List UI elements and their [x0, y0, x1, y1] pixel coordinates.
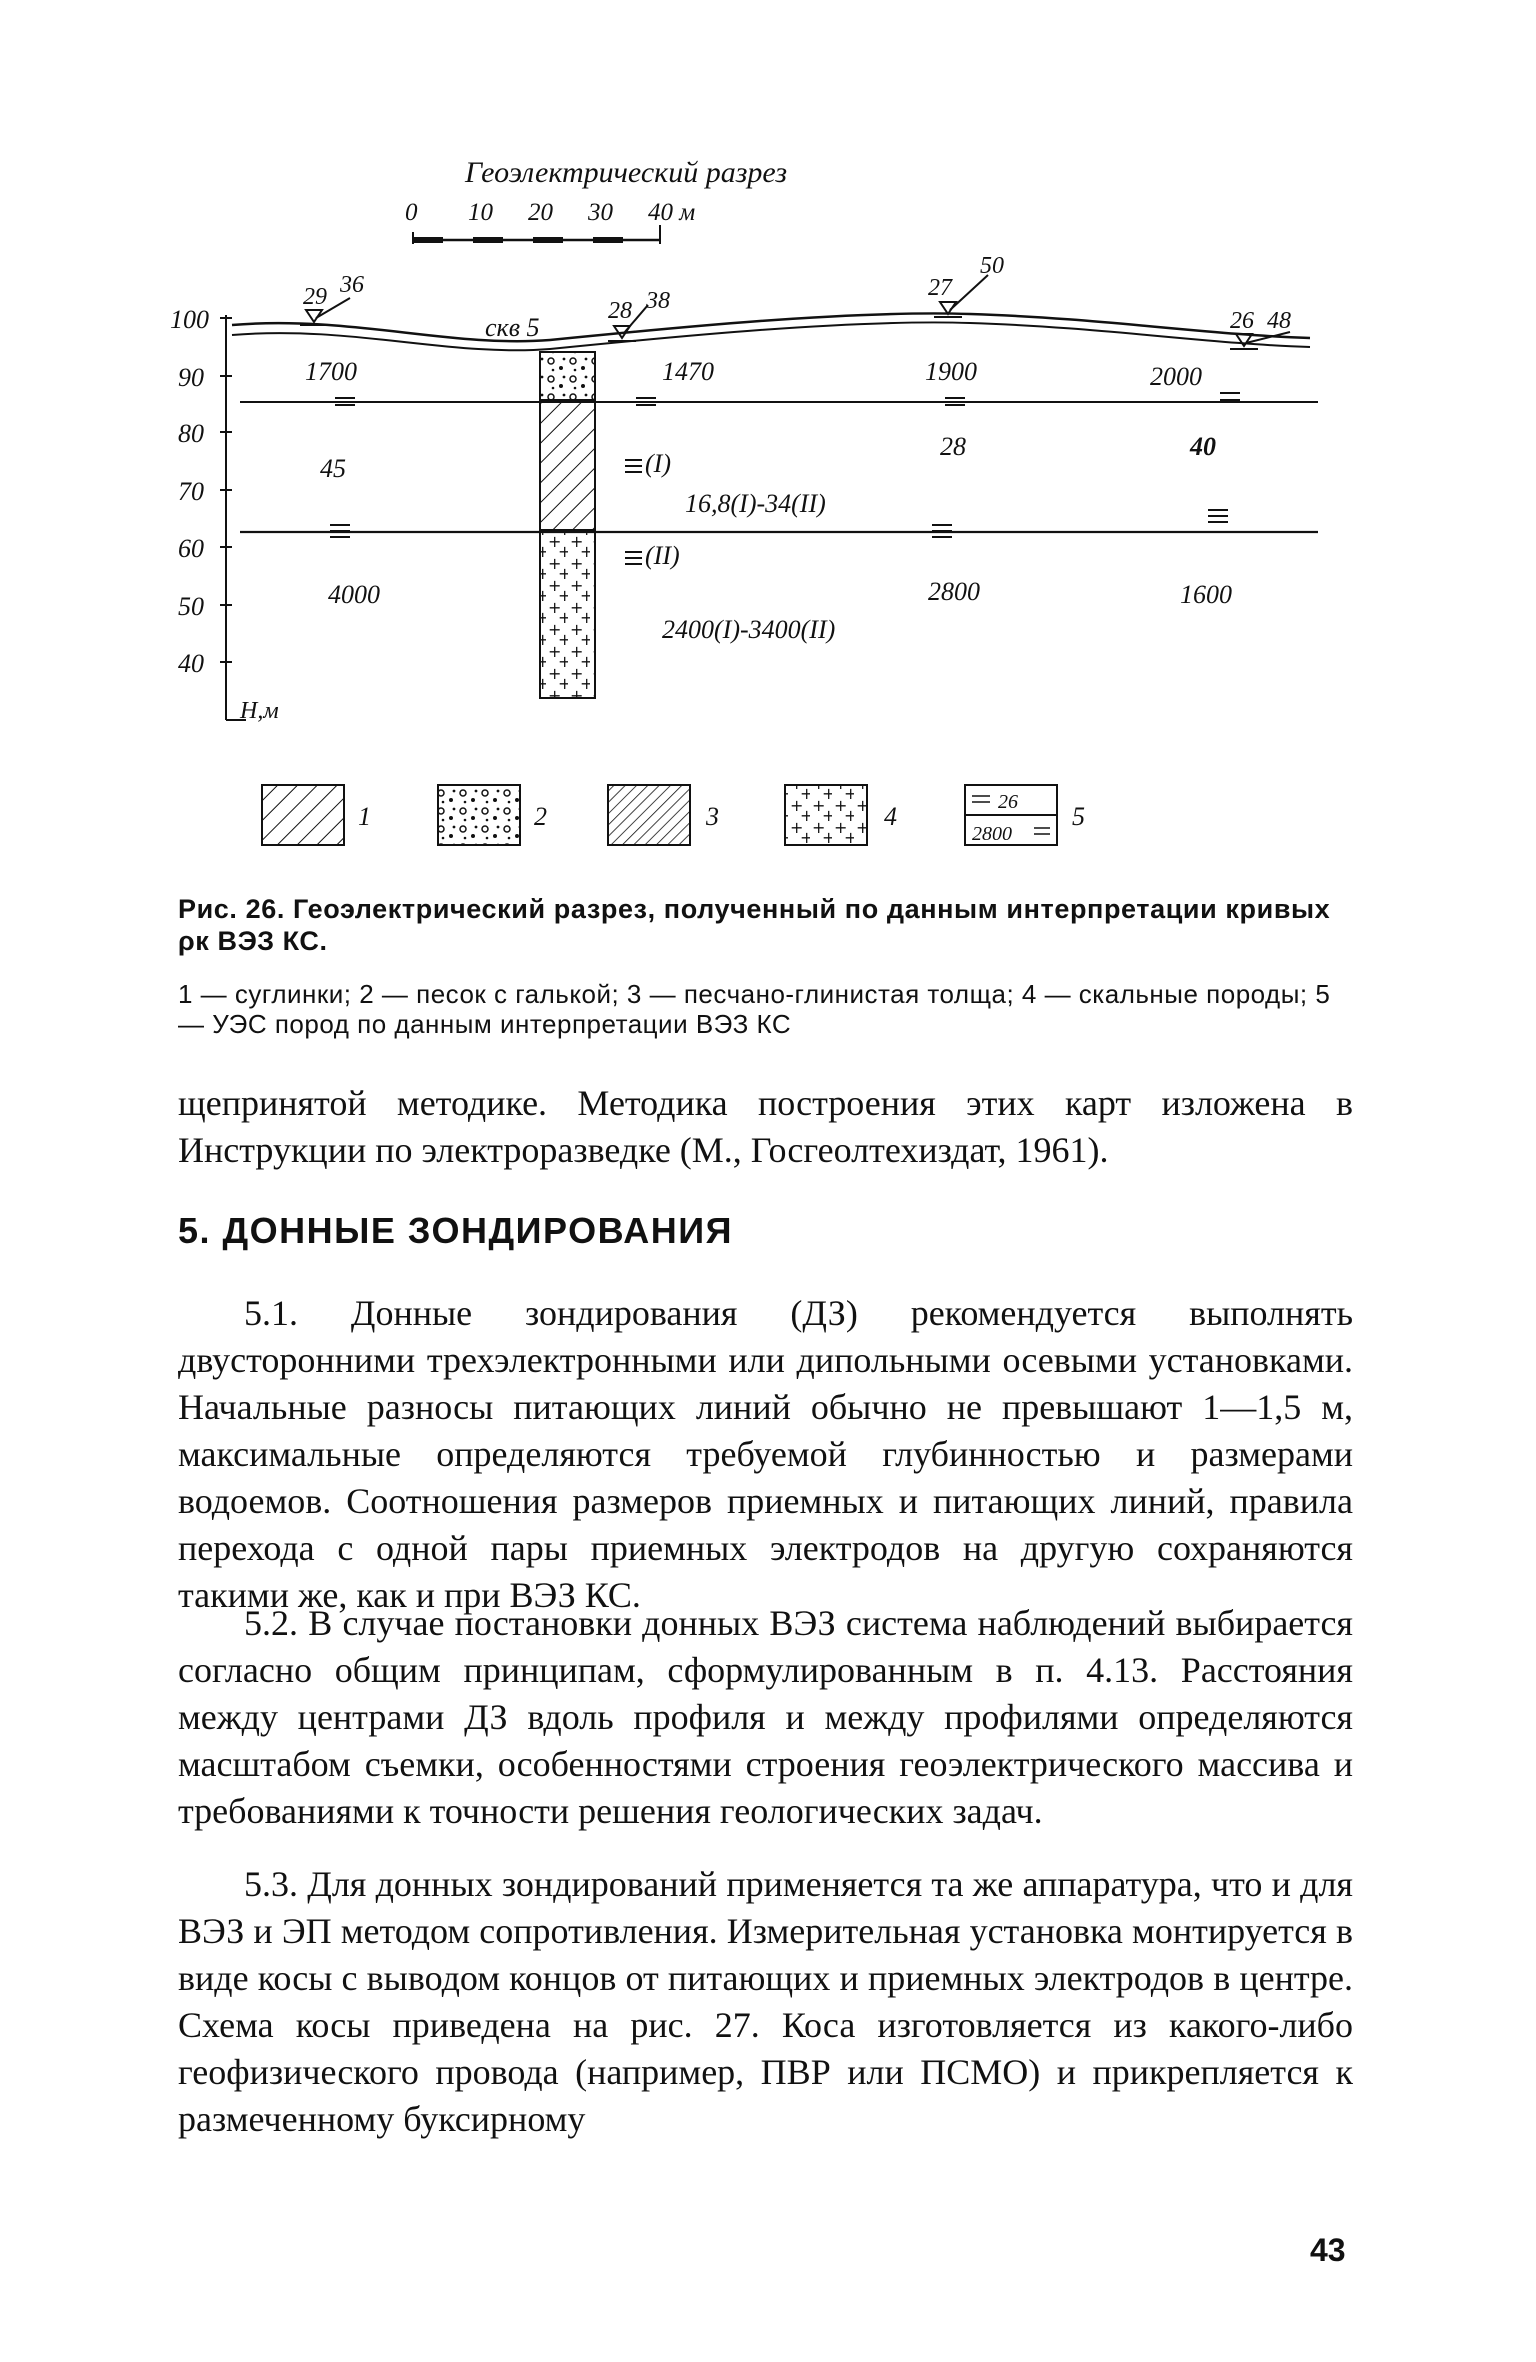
scale-label-40: 40 м: [648, 199, 696, 226]
boundary-markers: [330, 393, 1240, 564]
water-level-4-left: 26: [1230, 308, 1254, 334]
rho-upper-mid: 1470: [662, 357, 714, 386]
rho-middle-mid-right: 28: [940, 432, 966, 461]
well-label: скв 5: [485, 313, 540, 342]
caption-legend: 1 — суглинки; 2 — песок с галькой; 3 — песчано-глинистая толща; 4 — скальные породы; 5 — УЭС пород по данным интерпретации ВЭЗ КС: [178, 979, 1331, 1039]
rho-lower-mid: 2400(I)-3400(II): [662, 615, 836, 644]
paragraph-5-1: 5.1. Донные зондирования (ДЗ) рекомендуется выполнять двусторонними трехэлектронными или дипольными осевыми установками. Начальные разносы питающих линий обычно не превышают 1—1,5 м, максимальные определяются требуемой глубинностью и размерами водоемов. Соотношения размеров приемных и питающих линий, правила перехода с одной пары приемных электродов на другую сохраняются такими же, как и при ВЭЗ КС.: [178, 1293, 1353, 1615]
rho-lower-mid-marker: (II): [645, 541, 680, 570]
rho-middle-mid-marker: (I): [645, 449, 671, 478]
paragraph-5-2: 5.2. В случае постановки донных ВЭЗ система наблюдений выбирается согласно общим принципам, сформулированным в п. 4.13. Расстояния между центрами ДЗ вдоль профиля и между профилями определяются масштабом съемки, особенностями строения геоэлектрического массива и требованиями к точности решения геологических задач.: [178, 1603, 1353, 1831]
water-level-3-right: 50: [980, 253, 1004, 279]
rho-middle-mid: 16,8(I)-34(II): [685, 489, 826, 518]
axis-tick-60: 60: [178, 534, 204, 563]
rho-lower-right: 1600: [1180, 580, 1232, 609]
figure-caption: [178, 893, 1353, 1039]
rho-upper-left: 1700: [305, 357, 357, 386]
section-diagram: [150, 140, 1350, 860]
paragraph-5-3: 5.3. Для донных зондирований применяется та же аппаратура, что и для ВЭЗ и ЭП методом сопротивления. Измерительная установка монтируется в виде косы с выводом концов от питающих и приемных электродов в центре. Схема косы приведена на рис. 27. Коса изготовляется из какого-либо геофизического провода (например, ПВР или ПСМО) и прикрепляется к размеченному буксирному: [178, 1864, 1353, 2139]
ground-surface: [232, 313, 1310, 350]
legend: [262, 785, 1085, 845]
legend-num-2: 2: [534, 802, 547, 831]
legend-swatch-3: [608, 785, 690, 845]
rho-middle-left: 45: [320, 454, 346, 483]
elevation-axis: [220, 315, 246, 720]
rho-upper-right: 2000: [1150, 362, 1202, 391]
paragraph-continuation: щепринятой методике. Методика построения этих карт изложена в Инструкции по электроразведке (М., Госгеолтехиздат, 1961).: [178, 1083, 1353, 1170]
well-column: [540, 352, 595, 698]
water-level-1-left: 29: [303, 284, 327, 310]
rho-upper-mid-right: 1900: [925, 357, 977, 386]
axis-tick-70: 70: [178, 477, 204, 506]
water-level-2-left: 28: [608, 298, 632, 324]
axis-label: Н,м: [240, 698, 279, 724]
rho-lower-mid-right: 2800: [928, 577, 980, 606]
scale-label-10: 10: [468, 199, 493, 226]
legend-swatch-1: [262, 785, 344, 845]
scale-bar: [413, 225, 660, 244]
figure-title: Геоэлектрический разрез: [465, 156, 788, 189]
scale-label-20: 20: [528, 199, 553, 226]
legend-num-4: 4: [884, 802, 897, 831]
legend-5-bottom: 2800: [972, 823, 1012, 845]
rho-lower-left: 4000: [328, 580, 380, 609]
page-number: 43: [1310, 2232, 1346, 2268]
legend-num-1: 1: [358, 802, 371, 831]
geoelectric-section-figure: [150, 140, 1350, 860]
legend-num-5: 5: [1072, 802, 1085, 831]
legend-5-top: 26: [998, 791, 1018, 813]
axis-tick-40: 40: [178, 649, 204, 678]
section-heading: 5. ДОННЫЕ ЗОНДИРОВАНИЯ: [178, 1210, 734, 1251]
legend-swatch-2: [438, 785, 520, 845]
water-level-2-right: 38: [646, 288, 670, 314]
axis-tick-100: 100: [170, 305, 209, 334]
scale-label-30: 30: [588, 199, 613, 226]
water-level-3-left: 27: [928, 275, 952, 301]
axis-tick-90: 90: [178, 363, 204, 392]
caption-title: Рис. 26. Геоэлектрический разрез, полученный по данным интерпретации кривых ρк ВЭЗ КС.: [178, 894, 1331, 956]
legend-swatch-4: [785, 785, 867, 845]
rho-middle-right: 40: [1190, 432, 1216, 461]
axis-tick-50: 50: [178, 592, 204, 621]
scale-label-0: 0: [405, 199, 418, 226]
water-level-1-right: 36: [340, 272, 364, 298]
axis-tick-80: 80: [178, 419, 204, 448]
legend-num-3: 3: [706, 802, 719, 831]
water-level-4-right: 48: [1267, 308, 1291, 334]
